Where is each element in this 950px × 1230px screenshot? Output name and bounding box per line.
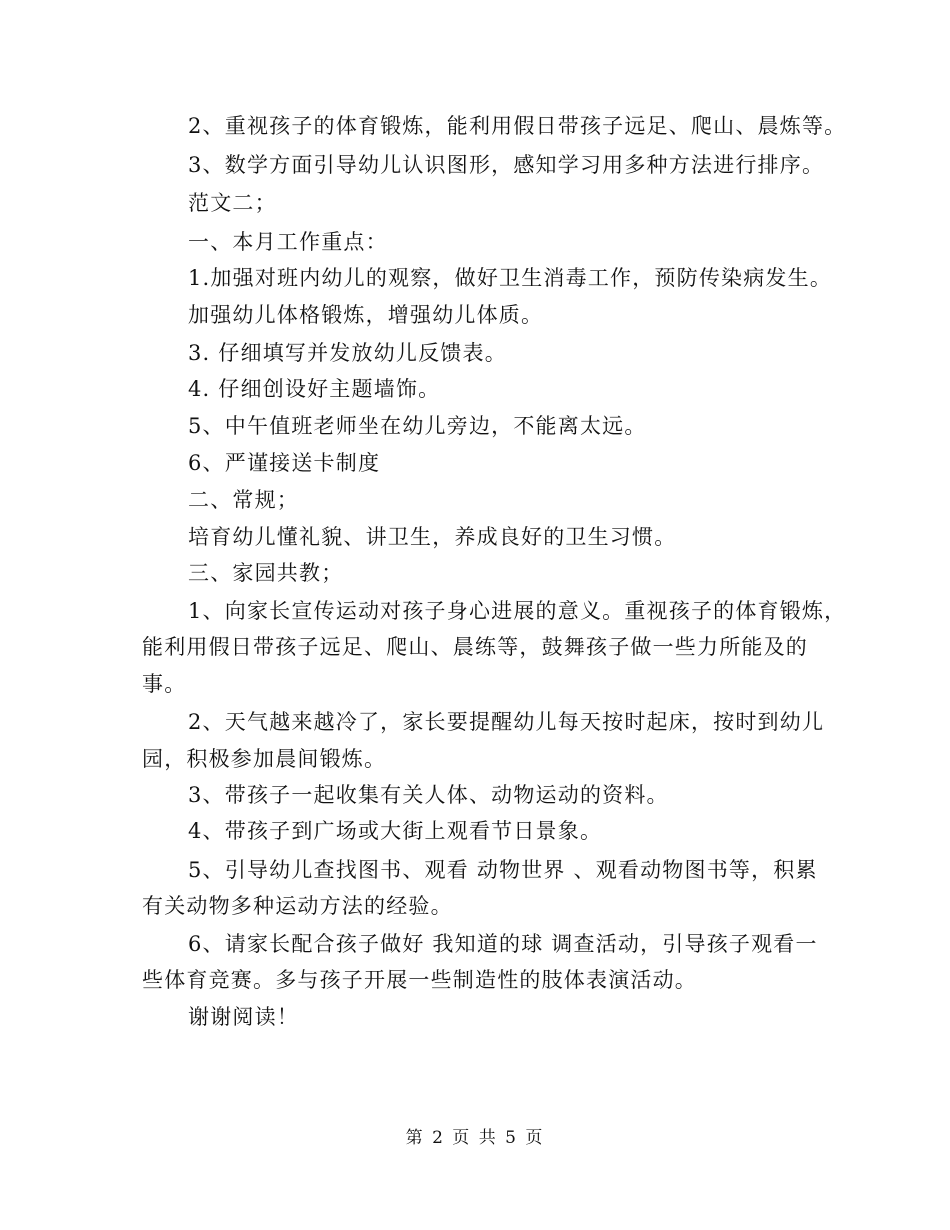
- paragraph-line: 2、天气越来越冷了，家长要提醒幼儿每天按时起床，按时到幼儿: [188, 710, 825, 734]
- page-number-footer: 第 2 页 共 5 页: [405, 1128, 545, 1148]
- paragraph-line: 3、带孩子一起收集有关人体、动物运动的资料。: [188, 783, 669, 807]
- paragraph-line: 4. 仔细创设好主题墙饰。: [188, 377, 441, 401]
- paragraph-line: 1.加强对班内幼儿的观察，做好卫生消毒工作，预防传染病发生。: [188, 266, 833, 290]
- paragraph-line: 2、重视孩子的体育锻炼，能利用假日带孩子远足、爬山、晨炼等。: [188, 114, 847, 138]
- paragraph-line: 1、向家长宣传运动对孩子身心进展的意义。重视孩子的体育锻炼，: [188, 599, 847, 623]
- paragraph-line: 5、中午值班老师坐在幼儿旁边，不能离太远。: [188, 414, 647, 438]
- section-heading: 二、常规；: [188, 488, 299, 512]
- paragraph-line: 4、带孩子到广场或大街上观看节日景象。: [188, 819, 603, 843]
- paragraph-line: 3. 仔细填写并发放幼儿反馈表。: [188, 341, 507, 365]
- paragraph-line: 6、请家长配合孩子做好 我知道的球 调查活动，引导孩子观看一: [188, 932, 818, 956]
- paragraph-line: 些体育竞赛。多与孩子开展一些制造性的肢体表演活动。: [142, 968, 697, 992]
- paragraph-line: 6、严谨接送卡制度: [188, 451, 381, 475]
- paragraph-line: 能利用假日带孩子远足、爬山、晨练等，鼓舞孩子做一些力所能及的: [142, 635, 808, 659]
- paragraph-line: 有关动物多种运动方法的经验。: [142, 894, 453, 918]
- paragraph-line: 事。: [142, 672, 187, 696]
- section-heading: 三、家园共教；: [188, 561, 344, 585]
- paragraph-line: 谢谢阅读！: [188, 1005, 299, 1029]
- paragraph-line: 加强幼儿体格锻炼，增强幼儿体质。: [188, 303, 544, 327]
- paragraph-line: 园，积极参加晨间锻炼。: [142, 747, 387, 771]
- paragraph-line: 3、数学方面引导幼儿认识图形，感知学习用多种方法进行排序。: [188, 153, 825, 177]
- paragraph-line: 5、引导幼儿查找图书、观看 动物世界 、观看动物图书等，积累: [188, 858, 818, 882]
- section-heading: 一、本月工作重点：: [188, 230, 388, 254]
- paragraph-line: 范文二；: [188, 191, 277, 215]
- paragraph-line: 培育幼儿懂礼貌、讲卫生，养成良好的卫生习惯。: [188, 525, 677, 549]
